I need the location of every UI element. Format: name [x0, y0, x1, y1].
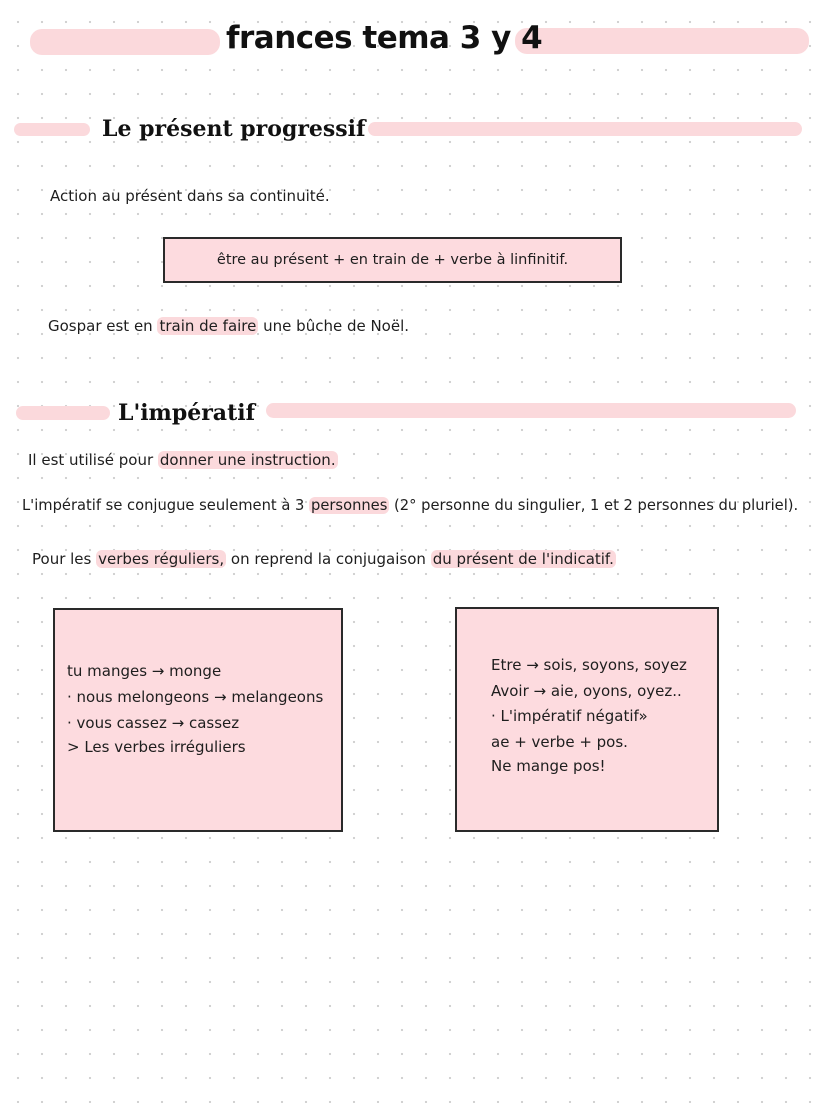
persons-text-start: L'impératif se conjugue seulement à 3 [22, 497, 310, 514]
present-progressif-description: Action au présent dans sa continuité. [50, 187, 330, 205]
conjugation-list-right [491, 653, 687, 778]
conjugation-list-left [67, 658, 323, 758]
section1-highlight-right [368, 122, 802, 136]
formula-text: être au présent + en train de + verbe à linfinitif. [216, 252, 569, 268]
present-progressif-example [48, 315, 409, 337]
section-heading-imperatif: L'impératif [118, 400, 256, 426]
list-item: Etre → sois, soyons, soyez [491, 656, 687, 674]
imperatif-usage [28, 449, 338, 471]
list-item: Avoir → aie, oyons, oyez.. [491, 681, 682, 700]
persons-highlight: personnes [311, 497, 388, 514]
list-item: > Les verbes irréguliers [67, 738, 246, 756]
section2-highlight-right [266, 403, 796, 418]
imperatif-persons [22, 495, 798, 517]
title-highlight-right [515, 28, 809, 54]
list-item: Ne mange pos! [491, 756, 606, 775]
example-text-start: Gospar est en [48, 317, 158, 335]
list-item: ae + verbe + pos. [491, 732, 628, 751]
regular-highlight-present: du présent de l'indicatif. [432, 550, 614, 568]
regular-text-middle: on reprend la conjugaison [226, 550, 431, 568]
conjugation-box-right [455, 607, 719, 832]
page-title: frances tema 3 y 4 [226, 20, 543, 56]
section-heading-present-progressif: Le présent progressif [102, 116, 366, 142]
list-item: tu manges → monge [67, 662, 222, 680]
list-item: · vous cassez → cassez [67, 714, 240, 732]
list-item: · nous melongeons → melangeons [67, 688, 324, 706]
regular-highlight-verbes: verbes réguliers, [98, 550, 225, 568]
persons-text-end: (2° personne du singulier, 1 et 2 personnes du pluriel). [389, 497, 799, 514]
usage-highlight: donner une instruction. [159, 451, 336, 469]
list-item: · L'impératif négatif» [491, 707, 648, 725]
regular-text-start: Pour les [32, 550, 97, 568]
imperatif-regular-verbs [32, 548, 616, 570]
example-highlight: train de faire [159, 317, 257, 335]
formula-box [163, 237, 622, 283]
conjugation-box-left [53, 608, 343, 832]
usage-text-start: Il est utilisé pour [28, 451, 158, 469]
title-highlight-left [30, 29, 220, 55]
section1-highlight-left [14, 123, 90, 136]
example-text-end: une bûche de Noël. [258, 317, 410, 335]
section2-highlight-left [16, 406, 110, 420]
